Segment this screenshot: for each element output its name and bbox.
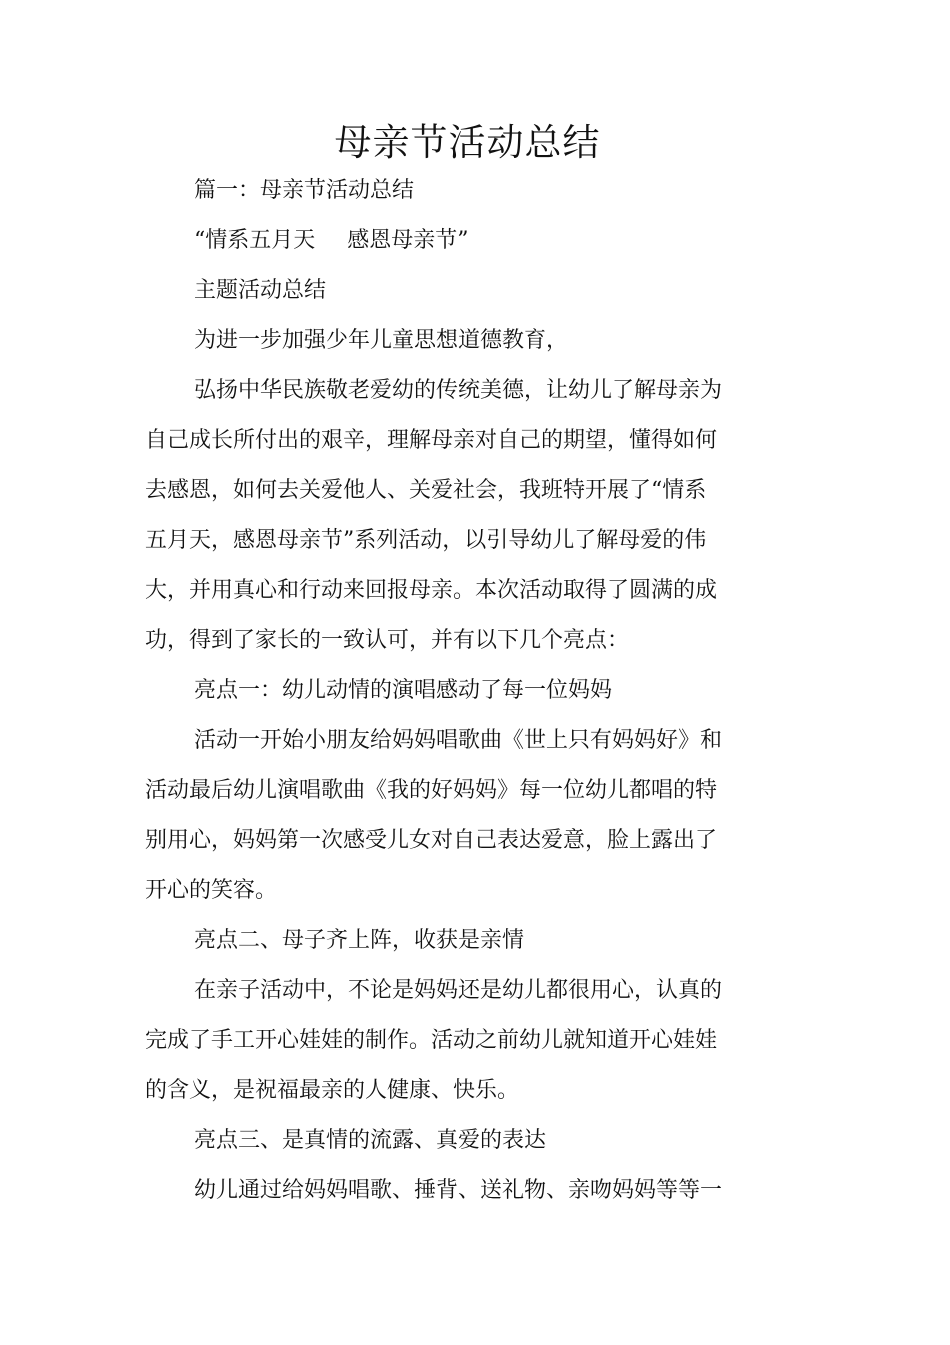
- paragraph-line: 完成了手工开心娃娃的制作。活动之前幼儿就知道开心娃娃: [145, 1028, 718, 1053]
- highlight-heading-1: 亮点一：幼儿动情的演唱感动了每一位妈妈: [194, 678, 613, 703]
- paragraph-line: 功，得到了家长的一致认可，并有以下几个亮点：: [145, 628, 630, 653]
- paragraph-line: 去感恩，如何去关爱他人、关爱社会，我班特开展了“情系: [145, 478, 707, 503]
- paragraph-line: 在亲子活动中，不论是妈妈还是幼儿都很用心，认真的: [194, 978, 723, 1003]
- paragraph-line: 幼儿通过给妈妈唱歌、捶背、送礼物、亲吻妈妈等等一: [194, 1178, 723, 1203]
- highlight-heading-2: 亮点二、母子齐上阵，收获是亲情: [194, 928, 525, 953]
- paragraph-line: 活动最后幼儿演唱歌曲《我的好妈妈》每一位幼儿都唱的特: [145, 778, 718, 803]
- subtitle-line: [194, 226, 754, 256]
- paragraph-line: 弘扬中华民族敬老爱幼的传统美德，让幼儿了解母亲为: [194, 378, 723, 403]
- paragraph-line: 为进一步加强少年儿童思想道德教育，: [194, 328, 569, 353]
- paragraph-line: 活动一开始小朋友给妈妈唱歌曲《世上只有妈妈好》和: [194, 728, 723, 753]
- paragraph-line: 自己成长所付出的艰辛，理解母亲对自己的期望，懂得如何: [145, 428, 718, 453]
- paragraph-line: 开心的笑容。: [145, 878, 278, 903]
- paragraph-line: 篇一：母亲节活动总结: [194, 178, 415, 203]
- highlight-heading-3: 亮点三、是真情的流露、真爱的表达: [194, 1128, 547, 1153]
- paragraph-line: 大，并用真心和行动来回报母亲。本次活动取得了圆满的成: [145, 578, 718, 603]
- paragraph-line: 的含义，是祝福最亲的人健康、快乐。: [145, 1078, 520, 1103]
- subtitle-part-2: 感恩母亲节”: [347, 228, 469, 253]
- paragraph-line: 主题活动总结: [194, 278, 327, 303]
- paragraph-line: 别用心，妈妈第一次感受儿女对自己表达爱意，脸上露出了: [145, 828, 718, 853]
- document-title: 母亲节活动总结: [334, 121, 601, 164]
- subtitle-part-1: “情系五月天: [194, 228, 316, 253]
- paragraph-line: 五月天，感恩母亲节”系列活动，以引导幼儿了解母爱的伟: [145, 528, 707, 553]
